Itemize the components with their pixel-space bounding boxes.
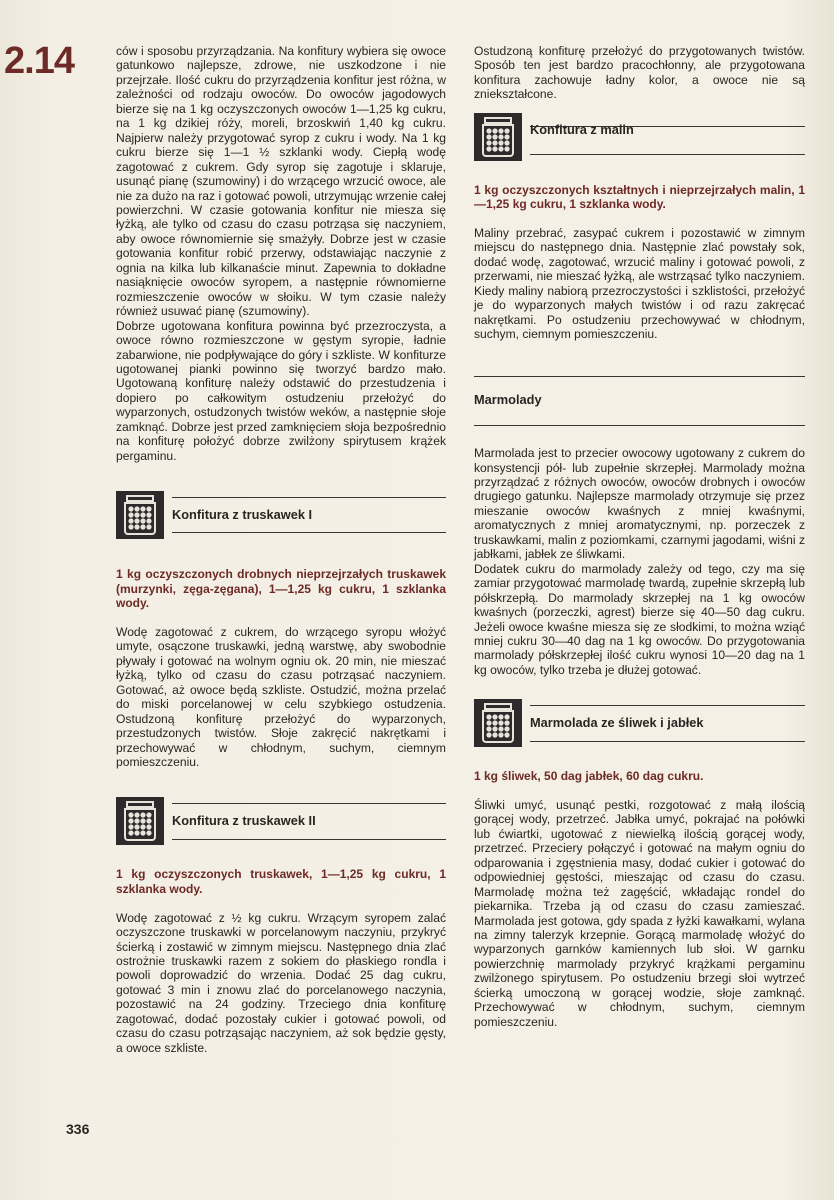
recipe-ingredients: 1 kg oczyszczonych drobnych nieprzejrzałych truskawek (murzynki, zęga-zęgana), 1—1,25 kg cukru, 1 szklanka wody.: [116, 567, 446, 611]
section-title: Marmolady: [474, 391, 542, 407]
recipe-header-strawberry-1: [116, 491, 446, 539]
recipe-method: Wodę zagotować z cukrem, do wrzącego syropu włożyć umyte, osączone truskawki, jedną warstwę, aby swobodnie pływały i gotować na wolnym ogniu ok. 20 min, nie mieszać łyżką, tylko od czasu do czasu potrząsać naczyniem. Gotować, aż owoce będą szkliste. Ostudzić, można przelać do miski porcelanowej w celu szybkiego ostudzenia. Ostudzoną konfiturę przełożyć do wyparzonych, przestudzonych twistów. Słoje zakręcić nakrętkami i przechowywać w chłodnym, suchym, ciemnym pomieszczeniu.: [116, 624, 446, 769]
section-number: 2.14: [4, 40, 74, 82]
jar-of-preserves-icon: [474, 113, 522, 161]
rule: [172, 497, 446, 498]
jar-of-preserves-icon: [474, 699, 522, 747]
recipe-method: Maliny przebrać, zasypać cukrem i pozostawić w zimnym miejscu do następnego dnia. Następnie zlać powstały sok, dodać wodę, zagotować, wrzucić maliny i gotować powoli, z przerwami, nie mieszać łyżką, ale wstrząsać tylko naczyniem. Kiedy maliny nabiorą przezroczystości i szklistości, przełożyć je do wyparzonych małych twistów i od razu zakręcać nakrętkami. Po ostudzeniu przechowywać w chłodnym, suchym, ciemnym pomieszczeniu.: [474, 226, 805, 342]
recipe-ingredients: 1 kg oczyszczonych truskawek, 1—1,25 kg cukru, 1 szklanka wody.: [116, 867, 446, 897]
recipe-title: Konfitura z truskawek II: [172, 813, 316, 829]
intro-paragraph-1: ców i sposobu przyrządzania. Na konfitury wybiera się owoce gatunkowo najlepsze, zdrowe, nie uszkodzone i nie przejrzałe. Ilość cukru do przyrządzenia konfitur jest różna, w zależności od rodzaju owoców. Do owoców jagodowych bierze się na 1 kg oczyszczonych owoców 1—1,25 kg cukru, na 1 kg dzikiej róży, moreli, brzoskwiń 1,40 kg cukru. Najpierw należy przygotować syrop z cukru i wody. Na 1 kg cukru bierze się 1—1 ½ szklanki wody. Ciepłą wodę zagotować z cukrem. Gdy syrop się zagotuje i sklaruje, usunąć pianę (szumowiny) i do wrzącego wrzucić owoce, ale nie za dużo na raz i gotować powoli, utrzymując wrzenie całej powierzchni. W czasie gotowania konfitur nie miesza się łyżką, ale tylko od czasu do czasu potrząsa się naczyniem, aby owoce równomiernie się smażyły. Dobrze jest w czasie gotowania konfitur robić przerwy, odstawiając naczynie z ognia na kilka lub kilkanaście minut. Zapewnia to dokładne nasiąknięcie owoców syropem, a następnie równomierne rozmieszczenie owoców w słoiku. W tym czasie należy również usuwać pianę (szumowiny).: [116, 44, 446, 319]
continued-paragraph: Ostudzoną konfiturę przełożyć do przygotowanych twistów. Sposób ten jest bardzo pracochłonny, ale przygotowana konfitura zachowuje ładny kolor, a owoce nie są zniekształcone.: [474, 44, 805, 102]
recipe-header-plum-apple: [474, 699, 805, 747]
rule: [172, 839, 446, 840]
section-paragraph-2: Dodatek cukru do marmolady zależy od tego, czy ma się zamiar przygotować marmoladę twardą, zupełnie skrzepłą lub półskrzepłą. Do marmolady skrzepłej na 1 kg owoców kwaśnych (porzeczki, agrest) bierze się 40—50 dag cukru. Jeżeli owoce kwaśne miesza się ze słodkimi, to można wziąć mniej cukru 30—40 dag na 1 kg owoców. Do przygotowania marmolady półskrzepłej ilość cukru wynosi 10—20 dag na 1 kg owoców, tylko trzeba je dłużej gotować.: [474, 561, 805, 677]
jar-of-preserves-icon: [116, 797, 164, 845]
section-paragraph-1: Marmolada jest to przecier owocowy ugotowany z cukrem do konsystencji pół- lub zupełnie skrzepłej. Marmolady można przyrządzać z różnych owoców, owoców drobnych i owoców drugiego gatunku. Najlepsze marmolady otrzymuje się przez mieszanie owoców kwaśnych z mniej kwaśnymi, aromatycznych z mniej aromatycznymi, np. porzeczek z truskawkami, malin z poziomkami, czarnymi jagodami, wiśni z jabłkami, jabłek ze śliwkami.: [474, 446, 805, 562]
recipe-method: Śliwki umyć, usunąć pestki, rozgotować z małą ilością gorącej wody, przetrzeć. Jabłka umyć, pokrajać na połówki lub ćwiartki, ugotować z niewielką ilością gorącej wody, przetrzeć. Przeciery połączyć i gotować na małym ogniu do odparowania i zgęstnienia masy, dodać cukier i gotować do odpowiedniej gęstości, mieszając od czasu do czasu. Marmoladę można też zagęścić, wkładając rondel do piekarnika. Trzeba ją od czasu do czasu zamieszać. Marmolada jest gotowa, gdy spada z łyżki kawałkami, wylana na zimny talerzyk krzepnie. Gorącą marmoladę włożyć do wyparzonych garnków kamiennych lub słoi. W garnku powierzchnię marmolady przykryć krążkami pergaminu zwilżonego spirytusem. Po ostudzeniu brzegi słoi wytrzeć ścierką umoczoną w gorącej wodzie, słoje zamknąć. Przechowywać w chłodnym, suchym, ciemnym pomieszczeniu.: [474, 797, 805, 1029]
recipe-ingredients: 1 kg śliwek, 50 dag jabłek, 60 dag cukru.: [474, 769, 704, 784]
jar-of-preserves-icon: [116, 491, 164, 539]
recipe-header-raspberry: [474, 113, 805, 161]
rule: [530, 154, 805, 155]
recipe-title: Marmolada ze śliwek i jabłek: [530, 715, 704, 731]
left-column: [116, 44, 446, 1055]
intro-paragraph-2: Dobrze ugotowana konfitura powinna być przezroczysta, a owoce równo rozmieszczone w gęstym syropie, ładnie zabarwione, nie podpływające do góry i szkliste. W konfiturze ugotowanej pianki powinno się tworzyć bardzo mało. Ugotowaną konfiturę należy odstawić do przestudzenia i dopiero po całkowitym ostudzeniu przełożyć do wyparzonych, ostudzonych twistów weków, a następnie słoje zamknąć. Dobrze jest przed zamknięciem słoja bezpośrednio na konfiturę położyć dobrze zwilżony spirytusem krążek pergaminu.: [116, 318, 446, 463]
right-column: [474, 44, 805, 1029]
recipe-title: Konfitura z malin: [530, 122, 634, 138]
rule: [172, 803, 446, 804]
rule: [172, 532, 446, 533]
rule: [530, 741, 805, 742]
recipe-title: Konfitura z truskawek I: [172, 506, 313, 522]
rule: [530, 705, 805, 706]
rule: [474, 376, 805, 377]
recipe-ingredients: 1 kg oczyszczonych kształtnych i nieprzejrzałych malin, 1—1,25 kg cukru, 1 szklanka wody.: [474, 182, 805, 212]
recipe-header-strawberry-2: [116, 797, 446, 845]
rule: [474, 425, 805, 426]
page-number: 336: [66, 1121, 90, 1137]
recipe-method: Wodę zagotować z ½ kg cukru. Wrzącym syropem zalać oczyszczone truskawki w porcelanowym naczyniu, przykryć ścierką i zostawić w zimnym miejscu. Następnego dnia zlać ostrożnie truskawki razem z sokiem do płaskiego rondla i powoli doprowadzić do wrzenia. Dodać 25 dag cukru, gotować 3 min i znowu zlać do porcelanowego naczynia, pozostawić na 24 godziny. Trzeciego dnia konfiturę zagotować, dodać pozostały cukier i gotować powoli, od czasu do czasu potrząsając naczyniem, aż sok będzie gęsty, a owoce szkliste.: [116, 910, 446, 1055]
